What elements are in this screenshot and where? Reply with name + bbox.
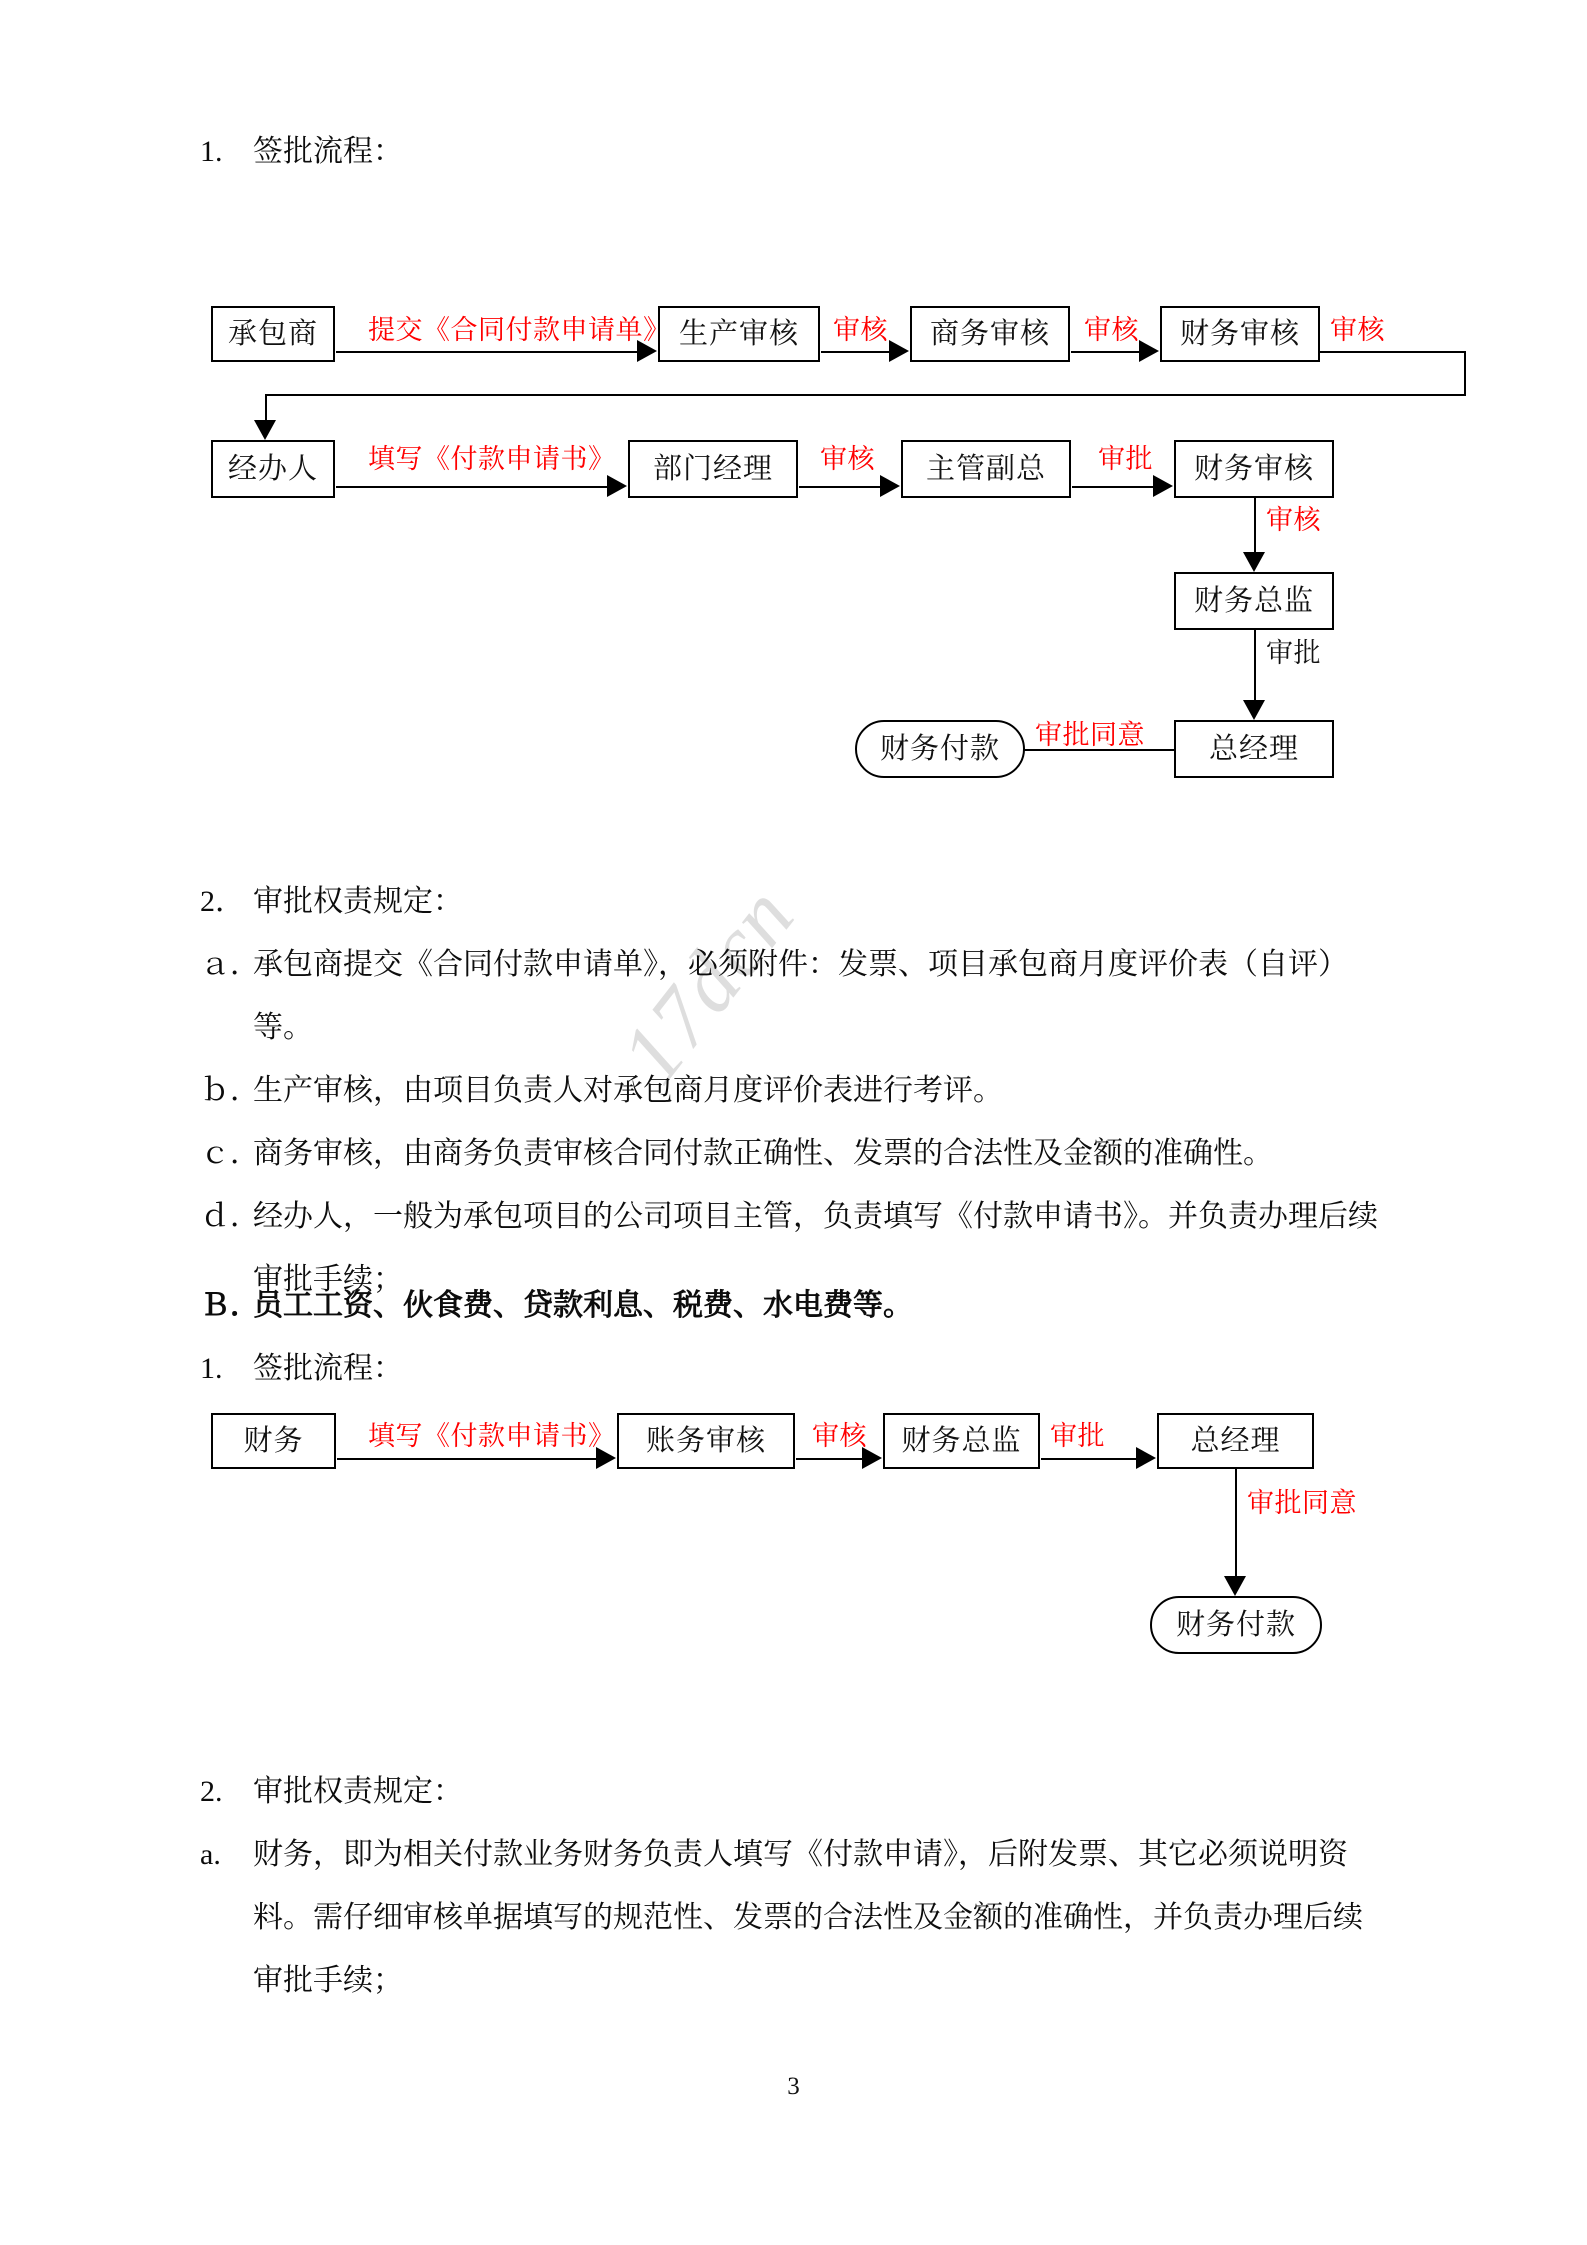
node-dept-manager[interactable]: 部门经理 bbox=[628, 440, 798, 498]
section-b-heading-text: 员工工资、伙食费、贷款利息、税费、水电费等。 bbox=[253, 1289, 913, 1322]
edge-line-production-business bbox=[821, 351, 896, 353]
arrowhead-wrap-into-handler bbox=[254, 420, 276, 440]
wrap-connector-top-right bbox=[1320, 351, 1466, 353]
edge-label-review-5: 审核 bbox=[1266, 505, 1321, 535]
edge-line-director-gm bbox=[1254, 630, 1256, 708]
node-contractor[interactable]: 承包商 bbox=[211, 306, 335, 362]
rules-heading-b-text: 审批权责规定： bbox=[253, 1775, 463, 1808]
edge-label-approve-1: 审批 bbox=[1098, 444, 1153, 474]
node-finance-review-1[interactable]: 财务审核 bbox=[1160, 306, 1320, 362]
section-a-flow-heading-text: 签批流程： bbox=[253, 135, 403, 168]
edge-line-vp-financereview2 bbox=[1072, 486, 1160, 488]
rules-heading-a-marker: 2． bbox=[200, 885, 245, 918]
edge-line-finance-accountreview bbox=[337, 1458, 603, 1460]
edge-line-gm-payment-b bbox=[1235, 1469, 1237, 1585]
wrap-connector-right-down bbox=[1464, 351, 1466, 395]
edge-label-review-b: 审核 bbox=[812, 1421, 867, 1451]
edge-label-fill-payment-request: 填写《付款申请书》 bbox=[368, 444, 616, 474]
edge-label-review-1: 审核 bbox=[833, 315, 888, 345]
edge-label-review-3: 审核 bbox=[1330, 315, 1385, 345]
rule-b1-text: 财务，即为相关付款业务财务负责人填写《付款申请》，后附发票、其它必须说明资料。需仔细审核单据填写的规范性、发票的合法性及金额的准确性，并负责办理后续审批手续； bbox=[253, 1838, 1363, 1997]
rule-a-text: 承包商提交《合同付款申请单》，必须附件：发票、项目承包商月度评价表（自评）等。 bbox=[253, 948, 1348, 1044]
rule-d-text: 经办人，一般为承包项目的公司项目主管，负责填写《付款申请书》。并负责办理后续审批手续； bbox=[253, 1200, 1378, 1296]
arrowhead-vp-financereview2 bbox=[1153, 475, 1173, 497]
wrap-connector-across bbox=[265, 394, 1466, 396]
edge-line-contractor-production bbox=[336, 351, 644, 353]
rule-a-marker: ａ． bbox=[200, 948, 260, 981]
section-b-heading-marker: Ｂ． bbox=[200, 1289, 260, 1322]
arrowhead-director-gm bbox=[1243, 700, 1265, 720]
node-account-review[interactable]: 账务审核 bbox=[617, 1413, 795, 1469]
rule-c-text: 商务审核，由商务负责审核合同付款正确性、发票的合法性及金额的准确性。 bbox=[253, 1137, 1273, 1170]
edge-line-deptmanager-vp bbox=[799, 486, 887, 488]
section-b-flow-heading-text: 签批流程： bbox=[253, 1352, 403, 1385]
node-business-review[interactable]: 商务审核 bbox=[910, 306, 1070, 362]
arrowhead-gm-payment-b bbox=[1224, 1576, 1246, 1596]
edge-label-review-4: 审核 bbox=[820, 444, 875, 474]
section-a-flow-heading-marker: 1. bbox=[200, 135, 223, 168]
rule-c-marker: ｃ． bbox=[200, 1137, 260, 1170]
rules-heading-a-text: 审批权责规定： bbox=[253, 885, 463, 918]
edge-line-financereview2-director bbox=[1254, 498, 1256, 560]
edge-label-approve-2: 审批 bbox=[1266, 638, 1321, 668]
edge-label-approve-b: 审批 bbox=[1050, 1421, 1105, 1451]
arrowhead-financereview2-director bbox=[1243, 552, 1265, 572]
edge-line-accountreview-director bbox=[796, 1458, 869, 1460]
rules-heading-b-marker: 2. bbox=[200, 1775, 223, 1808]
edge-line-business-finance bbox=[1071, 351, 1146, 353]
edge-label-approved-agree-b: 审批同意 bbox=[1247, 1488, 1357, 1518]
edge-line-director-gm-b bbox=[1041, 1458, 1143, 1460]
node-general-manager-a[interactable]: 总经理 bbox=[1174, 720, 1334, 778]
rule-b-marker: ｂ． bbox=[200, 1074, 260, 1107]
arrowhead-director-gm-b bbox=[1136, 1447, 1156, 1469]
node-handler[interactable]: 经办人 bbox=[211, 440, 335, 498]
edge-label-review-2: 审核 bbox=[1084, 315, 1139, 345]
rule-b1-marker: a. bbox=[200, 1838, 221, 1871]
rule-b-text: 生产审核，由项目负责人对承包商月度评价表进行考评。 bbox=[253, 1074, 1003, 1107]
page-number: 3 bbox=[787, 2073, 800, 2100]
node-finance-b[interactable]: 财务 bbox=[211, 1413, 336, 1469]
edge-label-approved-agree-a: 审批同意 bbox=[1035, 720, 1145, 750]
node-vp-in-charge[interactable]: 主管副总 bbox=[901, 440, 1071, 498]
edge-line-handler-deptmanager bbox=[336, 486, 614, 488]
edge-label-submit-contract-form: 提交《合同付款申请单》 bbox=[368, 315, 671, 345]
node-production-review[interactable]: 生产审核 bbox=[658, 306, 820, 362]
node-finance-payment-b[interactable]: 财务付款 bbox=[1150, 1596, 1322, 1654]
arrowhead-production-business bbox=[889, 340, 909, 362]
edge-label-fill-payment-request-b: 填写《付款申请书》 bbox=[368, 1421, 616, 1451]
watermark-text: 17dcn bbox=[601, 867, 813, 1101]
arrowhead-business-finance bbox=[1139, 340, 1159, 362]
arrowhead-handler-deptmanager bbox=[607, 475, 627, 497]
node-finance-payment-a[interactable]: 财务付款 bbox=[855, 720, 1025, 778]
node-finance-director-a[interactable]: 财务总监 bbox=[1174, 572, 1334, 630]
node-finance-review-2[interactable]: 财务审核 bbox=[1174, 440, 1334, 498]
section-b-flow-heading-marker: 1. bbox=[200, 1352, 223, 1385]
arrowhead-deptmanager-vp bbox=[880, 475, 900, 497]
node-general-manager-b[interactable]: 总经理 bbox=[1157, 1413, 1314, 1469]
node-finance-director-b[interactable]: 财务总监 bbox=[883, 1413, 1040, 1469]
rule-d-marker: ｄ． bbox=[200, 1200, 260, 1233]
